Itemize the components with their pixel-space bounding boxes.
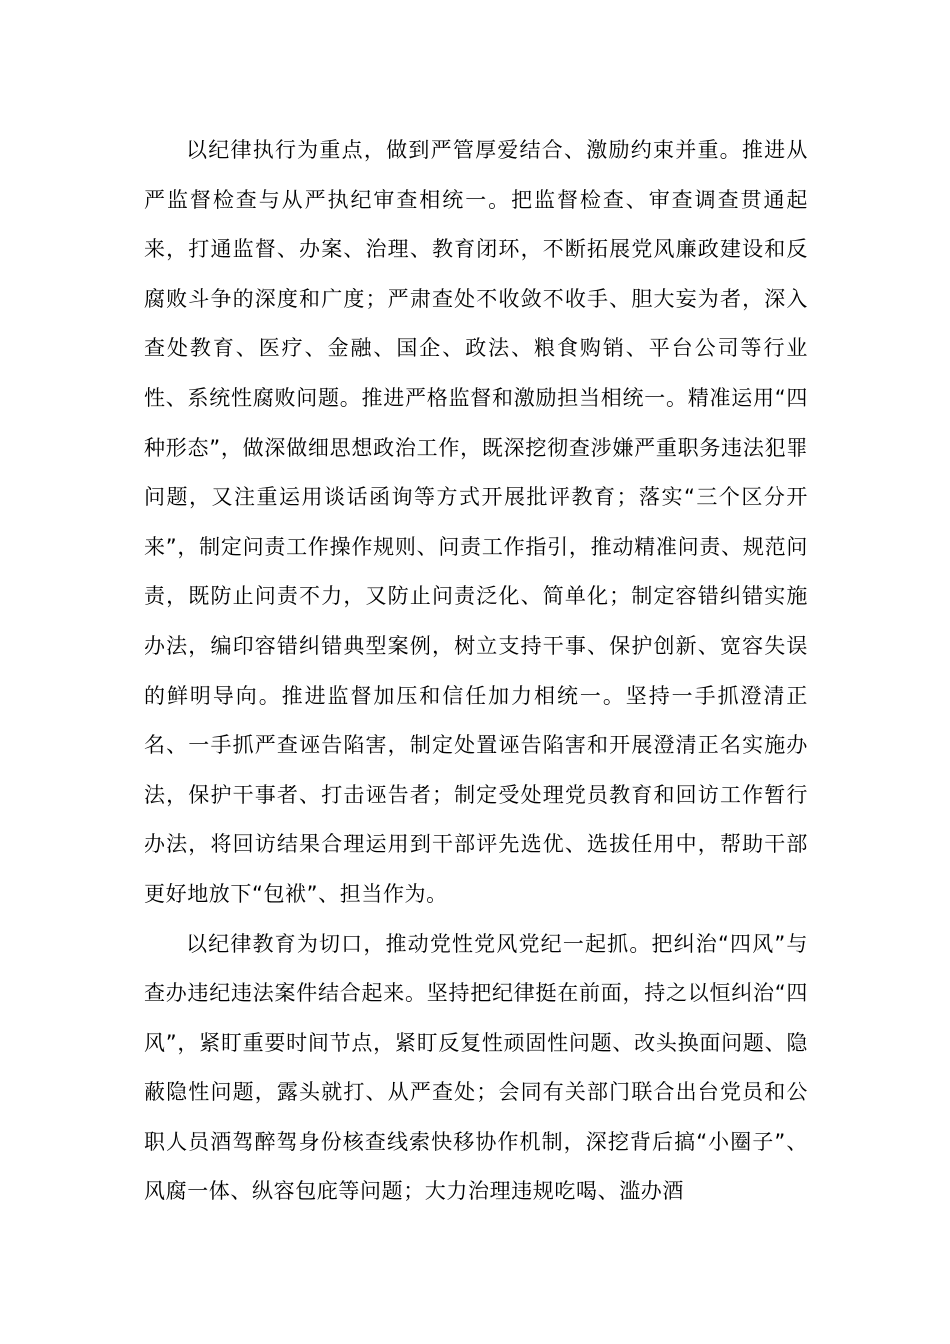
paragraph-discipline-education: 以纪律教育为切口，推动党性党风党纪一起抓。把纠治“四风”与查办违纪违法案件结合起来。坚持把纪律挺在前面，持之以恒纠治“四风”，紧盯重要时间节点，紧盯反复性顽固性问题、改头换面问题、隐蔽隐性问题，露头就打、从严查处；会同有关部门联合出台党员和公职人员酒驾醉驾身份核查线索快移协作机制，深挖背后搞“小圈子”、风腐一体、纵容包庇等问题；大力治理违规吃喝、滥办酒: [144, 931, 808, 1204]
paragraph-discipline-enforcement: 以纪律执行为重点，做到严管厚爱结合、激励约束并重。推进从严监督检查与从严执纪审查相统一。把监督检查、审查调查贯通起来，打通监督、办案、治理、教育闭环，不断拓展党风廉政建设和反腐败斗争的深度和广度；严肃查处不收敛不收手、胆大妄为者，深入查处教育、医疗、金融、国企、政法、粮食购销、平台公司等行业性、系统性腐败问题。推进严格监督和激励担当相统一。精准运用“四种形态”，做深做细思想政治工作，既深挖彻查涉嫌严重职务违法犯罪问题，又注重运用谈话函询等方式开展批评教育；落实“三个区分开来”，制定问责工作操作规则、问责工作指引，推动精准问责、规范问责，既防止问责不力，又防止问责泛化、简单化；制定容错纠错实施办法，编印容错纠错典型案例，树立支持干事、保护创新、宽容失误的鲜明导向。推进监督加压和信任加力相统一。坚持一手抓澄清正名、一手抓严查诬告陷害，制定处置诬告陷害和开展澄清正名实施办法，保护干事者、打击诬告者；制定受处理党员教育和回访工作暂行办法，将回访结果合理运用到干部评先选优、选拔任用中，帮助干部更好地放下“包袱”、担当作为。: [144, 138, 808, 906]
document-body: [144, 126, 808, 1217]
